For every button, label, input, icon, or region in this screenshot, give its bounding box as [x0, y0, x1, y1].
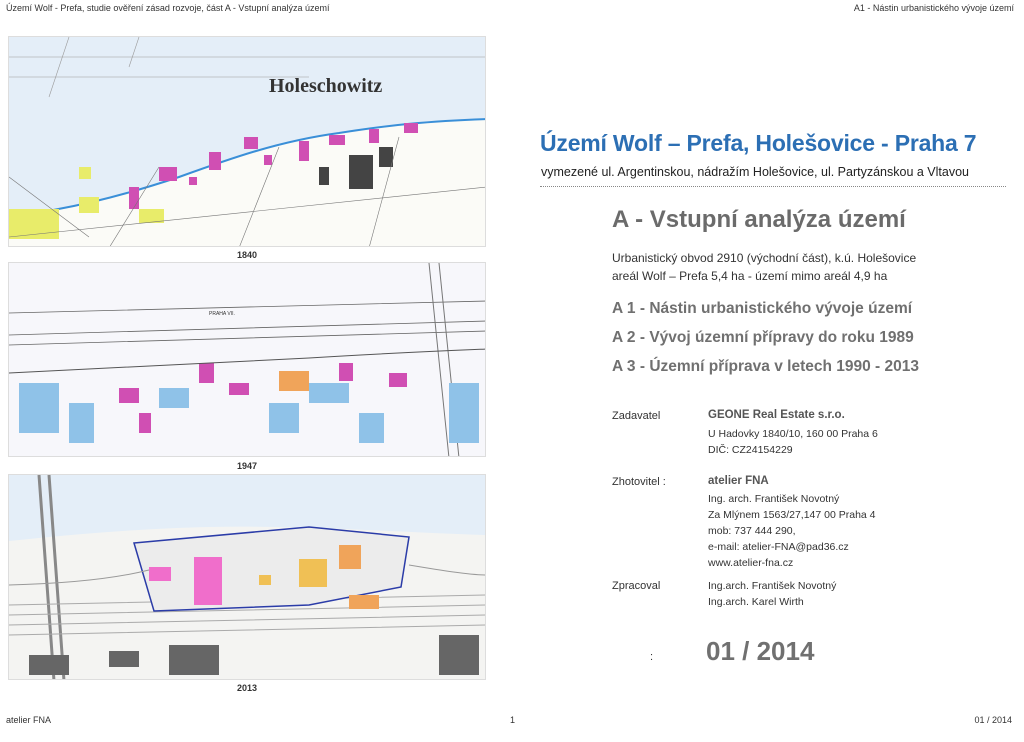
- info-line-2: areál Wolf – Prefa 5,4 ha - území mimo areál 4,9 ha: [612, 269, 888, 283]
- map-1840: [8, 36, 486, 247]
- header-left-text: Území Wolf - Prefa, studie ověření zásad rozvoje, část A - Vstupní analýza území: [6, 3, 330, 13]
- zpracoval-person-1: Ing.arch. František Novotný: [708, 580, 837, 592]
- part-a2: A 2 - Vývoj územní přípravy do roku 1989: [612, 329, 914, 346]
- header-right-text: A1 - Nástin urbanistického vývoje území: [853, 3, 1014, 13]
- zhotovitel-person: Ing. arch. František Novotný: [708, 493, 840, 505]
- map-2013: [8, 474, 486, 680]
- zhotovitel-email[interactable]: e-mail: atelier-FNA@pad36.cz: [708, 541, 849, 553]
- map-1840-place-name: Holeschowitz: [269, 75, 383, 97]
- zhotovitel-web[interactable]: www.atelier-fna.cz: [708, 557, 794, 569]
- document-date: 01 / 2014: [706, 636, 815, 666]
- zadavatel-label: Zadavatel: [612, 410, 661, 422]
- footer-left-text: atelier FNA: [6, 715, 52, 725]
- zhotovitel-label: Zhotovitel :: [612, 476, 666, 488]
- section-heading: A - Vstupní analýza území: [612, 206, 906, 233]
- year-label-2013: 2013: [237, 683, 258, 693]
- map-1947-drawing: [9, 263, 486, 457]
- map-2013-drawing: [9, 475, 486, 680]
- document-title: Území Wolf – Prefa, Holešovice - Praha 7: [540, 130, 977, 156]
- date-colon: :: [650, 651, 654, 663]
- dotted-divider: [540, 186, 1006, 187]
- year-label-1947: 1947: [237, 461, 258, 471]
- year-label-1840: 1840: [237, 250, 258, 260]
- zadavatel-name: GEONE Real Estate s.r.o.: [708, 409, 845, 421]
- map-1947: [8, 262, 486, 457]
- zadavatel-address: U Hadovky 1840/10, 160 00 Praha 6: [708, 428, 878, 440]
- info-line-1: Urbanistický obvod 2910 (východní část), k.ú. Holešovice: [612, 251, 917, 265]
- footer-right-date: 01 / 2014: [974, 715, 1012, 725]
- map-1947-place-name: PRAHA VII.: [209, 311, 235, 317]
- zpracoval-person-2: Ing.arch. Karel Wirth: [708, 596, 804, 608]
- zhotovitel-address: Za Mlýnem 1563/27,147 00 Praha 4: [708, 509, 876, 521]
- part-a1: A 1 - Nástin urbanistického vývoje území: [612, 300, 913, 317]
- zpracoval-label: Zpracoval: [612, 580, 661, 592]
- page-number: 1: [510, 715, 516, 725]
- zhotovitel-name: atelier FNA: [708, 475, 769, 487]
- part-a3: A 3 - Územní příprava v letech 1990 - 2013: [612, 358, 919, 375]
- zhotovitel-mobile: mob: 737 444 290,: [708, 525, 796, 537]
- map-1840-drawing: [9, 37, 486, 247]
- document-subtitle: vymezené ul. Argentinskou, nádražím Holešovice, ul. Partyzánskou a Vltavou: [541, 165, 969, 179]
- zadavatel-dic: DIČ: CZ24154229: [708, 444, 793, 456]
